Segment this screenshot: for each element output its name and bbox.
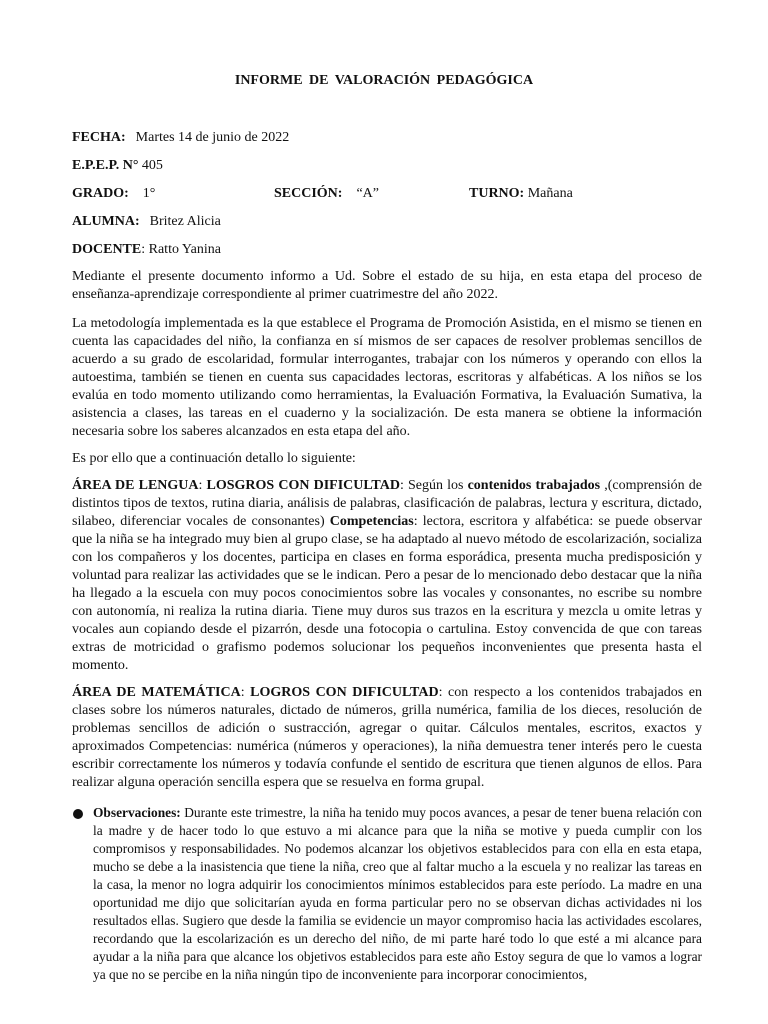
matematica-separator: : [240,685,251,700]
matematica-area-label: ÁREA DE MATEMÁTICA [72,685,241,700]
alumna-label: ALUMNA: [72,214,140,229]
alumna-value: Britez Alicia [149,214,221,229]
lengua-logros-label: LOSGROS CON DIFICULTAD [206,478,400,493]
seccion-value: “A” [356,186,380,201]
paragraph-metodologia: La metodología implementada es la que establece el Programa de Promoción Asistida, en el mismo se tienen en cuenta las capacidades del niño, la confianza en sí mismos de ser capaces de resolver problemas sencillos de acuerdo a su grado de escolaridad, formular interrogantes, trabajar con los números y operando con ellos la autoestima, también se tienen en cuenta sus capacidades lectoras, escritoras y alfabéticas. A los niños se los evalúa en todo momento utilizando como herramientas, la Evaluación Formativa, la Evaluación Sumativa, la asistencia a clases, las tareas en el cuaderno y la socialización. De esta manera se obtiene la información necesaria sobre los saberes alcanzados en esta etapa del año. [72,316,702,439]
lengua-area-label: ÁREA DE LENGUA [72,478,199,493]
field-epep [72,157,163,175]
matematica-text-1: : con respecto a los contenidos trabajados en clases sobre los números naturales, dictado de números, grilla numérica, familia de los dieces, resolución de problemas sencillos de adición o sustracción, agregar o quitar. Cálculos mentales, escritos, exactos y aproximados Competencias: numérica (números y operaciones), la niña demuestra tener interés pero le cuesta escribir correctamente los números y todavía confunde el sentido de escritura que tienen algunos de ellos. Para realizar alguna operación sencilla espera que se resuelva en forma grupal. [72,685,703,790]
fecha-label: FECHA: [72,130,126,145]
fecha-value: Martes 14 de junio de 2022 [135,130,290,145]
epep-label: E.P.E.P. N° [72,158,139,173]
matematica-logros-label: LOGROS CON DIFICULTAD [250,685,439,700]
field-alumna [72,213,221,231]
epep-value: 405 [141,158,163,173]
turno-value: Mañana [527,186,573,201]
paragraph-lengua [72,477,702,675]
field-docente [72,241,221,259]
field-fecha [72,129,289,147]
bullet-dot-icon [73,809,83,819]
lengua-competencias-label: Competencias [329,514,414,529]
grado-value: 1° [142,186,156,201]
observaciones-text: Durante este trimestre, la niña ha tenido muy pocos avances, a pesar de tener buena relación con la madre y de hacer todo lo que estuvo a mi alcance para que la niña se motive y pueda cumplir con los compromisos y responsabilidades. No podemos alcanzar los objetivos establecidos para con ella en esta etapa, mucho se debe a la inasistencia que tiene la niña, creo que al faltar mucho a la escuela y no realizar las tareas en la casa, la menor no logra adquirir los conocimientos mínimos establecidos para este período. La madre en una oportunidad me dijo que solicitarían ayuda en forma particular pero no se observan dichas actividades ni los resultados ellas. Sugiero que desde la familia se evidencie un mayor compromiso hacia las actividades escolares, recordando que la escolarización es un derecho del niño, de mi parte haré todo lo que esté a mi alcance para ayudar a la niña para que alcance los objetivos establecidos para este año Estoy segura de que lo vamos a lograr ya que no se percibe en la niña ningún tipo de inconveniente para incorporar conocimientos, [93,805,702,982]
document-title: INFORME DE VALORACIÓN PEDAGÓGICA [234,73,534,88]
document-body [72,268,702,984]
lengua-text-2: ,(comprensión de distintos tipos de textos, rutina diaria, análisis de palabras, clasificación de palabras, lectura y escritura, dictado, silabeo, diferenciar vocales de consonantes) [72,478,703,529]
turno-label: TURNO: [469,186,525,201]
grado-label: GRADO: [72,186,129,201]
lengua-text-1: : Según los [399,478,468,493]
observaciones-label: Observaciones: [93,805,181,820]
field-turno [469,185,573,203]
seccion-label: SECCIÓN: [274,186,343,201]
paragraph-detalle: Es por ello que a continuación detallo lo siguiente: [72,451,356,466]
field-grado [72,185,155,203]
lengua-text-3: : lectora, escritora y alfabética: se puede observar que la niña se ha integrado muy bien al grupo clase, se ha adaptado al nuevo método de escolarización, socializa con los compañeros y los docentes, participa en clases en forma esporádica, presenta mucha predisposición y voluntad para realizar las actividades que se le indican. Pero a pesar de lo mencionado debo destacar que la niña ha llegado a la escuela con muy pocos conocimientos sobre las vocales y consonantes, no escribe su nombre con autonomía, ni realiza la rutina diaria. Tiene muy duros sus trazos en la escritura y mezcla u omite letras y vocales aun copiando desde el pizarrón, desde una fotocopia o cartulina. Estoy convencida de que con tareas extras de motricidad o grafismo podemos solucionar los pequeños inconvenientes que presenta hasta el momento. [72,514,702,673]
observaciones-item [72,804,702,984]
field-seccion [274,185,379,203]
paragraph-intro: Mediante el presente documento informo a Ud. Sobre el estado de su hija, en esta etapa del proceso de enseñanza-aprendizaje correspondiente al primer cuatrimestre del año 2022. [72,269,702,302]
paragraph-matematica [72,684,702,792]
docente-value: : Ratto Yanina [141,242,221,257]
lengua-contenidos-label: contenidos trabajados [467,478,601,493]
docente-label: DOCENTE [72,242,142,257]
lengua-separator: : [198,478,207,493]
